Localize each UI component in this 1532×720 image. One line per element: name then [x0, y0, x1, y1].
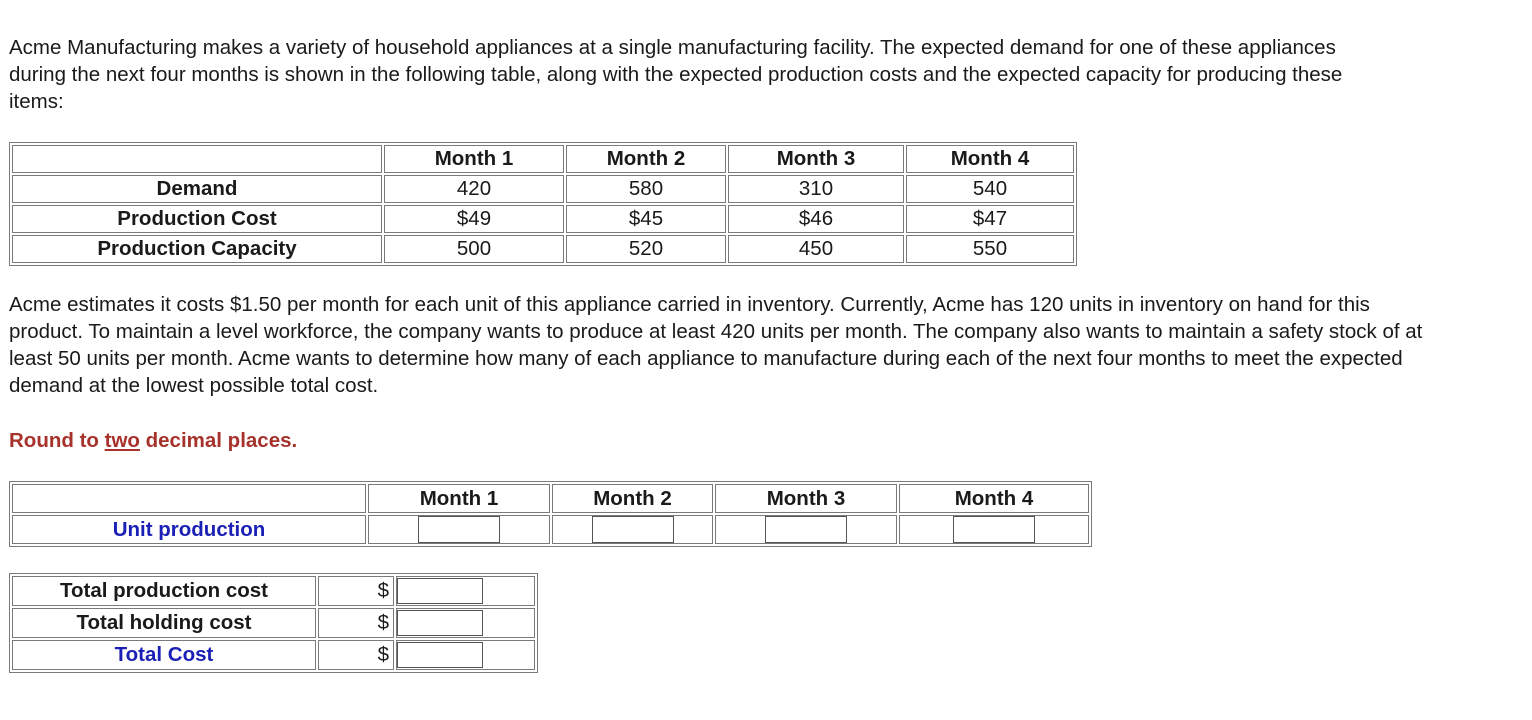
- unit-production-month-4-input[interactable]: [953, 516, 1035, 543]
- rounding-prefix: Round to: [9, 429, 105, 452]
- capacity-month-1: 500: [384, 235, 564, 263]
- capacity-month-4: 550: [906, 235, 1074, 263]
- answer-header-empty: [12, 484, 366, 513]
- header-month-4: Month 4: [906, 145, 1074, 173]
- table-header-row: [12, 145, 1074, 173]
- demand-cost-capacity-table: [9, 142, 1077, 266]
- capacity-month-3: 450: [728, 235, 904, 263]
- problem-paragraph: Acme estimates it costs $1.50 per month for each unit of this appliance carried in inventory. Currently, Acme has 120 units in inventory on hand for this product. To maintain a level workforce, the company wants to produce at least 420 units per month. The company also wants to maintain a safety stock of at least 50 units per month. Acme wants to determine how many of each appliance to manufacture during each of the next four months to meet the expected demand at the lowest possible total cost.: [9, 293, 1423, 397]
- unit-production-month-1-input[interactable]: [418, 516, 500, 543]
- intro-paragraph: Acme Manufacturing makes a variety of household appliances at a single manufacturing facility. The expected demand for one of these appliances during the next four months is shown in the following table, along with the expected production costs and the expected capacity for producing these items:: [9, 36, 1343, 113]
- total-production-cost-cell: [396, 576, 535, 606]
- table-row-production-capacity: [12, 235, 1074, 263]
- production-cost-month-1: $49: [384, 205, 564, 233]
- total-cost-cell: [396, 640, 535, 670]
- cost-row-total-cost: [12, 640, 535, 670]
- total-holding-cost-cell: [396, 608, 535, 638]
- header-month-3: Month 3: [728, 145, 904, 173]
- unit-production-month-3-cell: [715, 515, 897, 544]
- production-cost-month-3: $46: [728, 205, 904, 233]
- rounding-instruction: [9, 427, 297, 454]
- unit-production-table: [9, 481, 1092, 547]
- answer-header-month-3: Month 3: [715, 484, 897, 513]
- total-production-cost-input[interactable]: [397, 578, 483, 604]
- dollar-sign: $: [318, 640, 394, 670]
- cost-summary-table: [9, 573, 538, 673]
- total-holding-cost-input[interactable]: [397, 610, 483, 636]
- demand-month-1: 420: [384, 175, 564, 203]
- unit-production-month-3-input[interactable]: [765, 516, 847, 543]
- row-label-unit-production: Unit production: [12, 515, 366, 544]
- production-cost-month-4: $47: [906, 205, 1074, 233]
- unit-production-month-4-cell: [899, 515, 1089, 544]
- row-label-production-cost: Production Cost: [12, 205, 382, 233]
- capacity-month-2: 520: [566, 235, 726, 263]
- cost-row-total-holding: [12, 608, 535, 638]
- dollar-sign: $: [318, 608, 394, 638]
- label-total-production-cost: Total production cost: [12, 576, 316, 606]
- header-month-1: Month 1: [384, 145, 564, 173]
- answer-header-month-1: Month 1: [368, 484, 550, 513]
- answer-header-row: [12, 484, 1089, 513]
- cost-row-total-production: [12, 576, 535, 606]
- label-total-cost: Total Cost: [12, 640, 316, 670]
- table-row-production-cost: [12, 205, 1074, 233]
- unit-production-month-1-cell: [368, 515, 550, 544]
- row-label-production-capacity: Production Capacity: [12, 235, 382, 263]
- dollar-sign: $: [318, 576, 394, 606]
- demand-month-2: 580: [566, 175, 726, 203]
- header-empty-cell: [12, 145, 382, 173]
- production-cost-month-2: $45: [566, 205, 726, 233]
- unit-production-month-2-cell: [552, 515, 713, 544]
- header-month-2: Month 2: [566, 145, 726, 173]
- answer-header-month-2: Month 2: [552, 484, 713, 513]
- demand-month-4: 540: [906, 175, 1074, 203]
- unit-production-month-2-input[interactable]: [592, 516, 674, 543]
- rounding-underlined: two: [104, 429, 140, 452]
- total-cost-input[interactable]: [397, 642, 483, 668]
- answer-row-unit-production: [12, 515, 1089, 544]
- label-total-holding-cost: Total holding cost: [12, 608, 316, 638]
- answer-header-month-4: Month 4: [899, 484, 1089, 513]
- row-label-demand: Demand: [12, 175, 382, 203]
- table-row-demand: [12, 175, 1074, 203]
- demand-month-3: 310: [728, 175, 904, 203]
- rounding-suffix: decimal places.: [139, 429, 298, 452]
